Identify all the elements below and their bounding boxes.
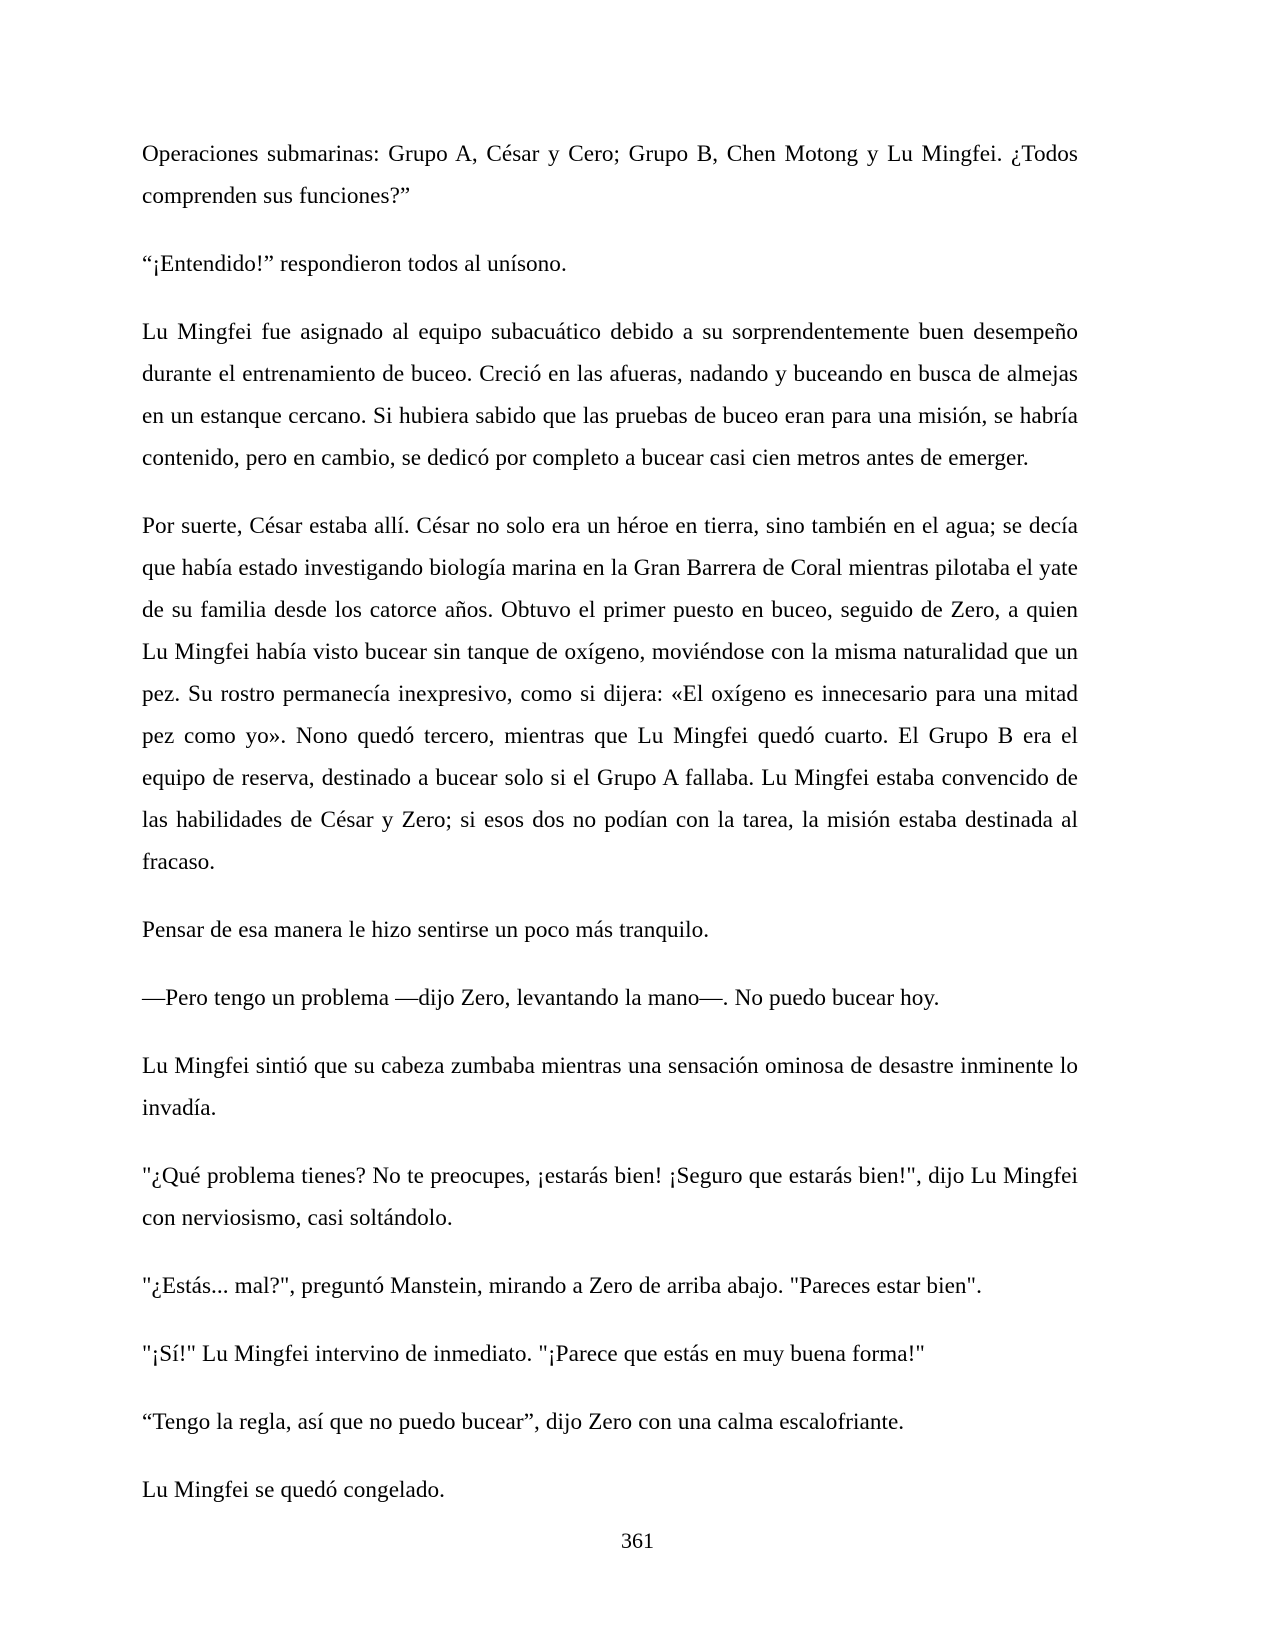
paragraph: "¡Sí!" Lu Mingfei intervino de inmediato. "¡Parece que estás en muy buena forma!" <box>142 1341 925 1367</box>
paragraph: Lu Mingfei sintió que su cabeza zumbaba mientras una sensación ominosa de desastre inminente lo invadía. <box>142 1053 1078 1121</box>
paragraph: Lu Mingfei fue asignado al equipo subacuático debido a su sorprendentemente buen desempeño durante el entrenamiento de buceo. Creció en las afueras, nadando y buceando en busca de almejas en un estanque cercano. Si hubiera sabido que las pruebas de buceo eran para una misión, se habría contenido, pero en cambio, se dedicó por completo a bucear casi cien metros antes de emerger. <box>142 319 1078 471</box>
paragraph: Pensar de esa manera le hizo sentirse un poco más tranquilo. <box>142 917 710 943</box>
paragraph: —Pero tengo un problema —dijo Zero, levantando la mano—. No puedo bucear hoy. <box>142 985 940 1011</box>
paragraph: “¡Entendido!” respondieron todos al unísono. <box>142 251 567 277</box>
paragraph: "¿Estás... mal?", preguntó Manstein, mirando a Zero de arriba abajo. "Pareces estar bien". <box>142 1273 982 1299</box>
body-text-column <box>142 133 1078 1511</box>
paragraph: “Tengo la regla, así que no puedo bucear”, dijo Zero con una calma escalofriante. <box>142 1409 905 1435</box>
paragraph: Lu Mingfei se quedó congelado. <box>142 1477 446 1503</box>
paragraph: Operaciones submarinas: Grupo A, César y Cero; Grupo B, Chen Motong y Lu Mingfei. ¿Todos comprenden sus funciones?” <box>142 141 1078 209</box>
paragraph: "¿Qué problema tienes? No te preocupes, ¡estarás bien! ¡Seguro que estarás bien!", dijo Lu Mingfei con nerviosismo, casi soltándolo. <box>142 1163 1078 1231</box>
paragraph: Por suerte, César estaba allí. César no solo era un héroe en tierra, sino también en el agua; se decía que había estado investigando biología marina en la Gran Barrera de Coral mientras pilotaba el yate de su familia desde los catorce años. Obtuvo el primer puesto en buceo, seguido de Zero, a quien Lu Mingfei había visto bucear sin tanque de oxígeno, moviéndose con la misma naturalidad que un pez. Su rostro permanecía inexpresivo, como si dijera: «El oxígeno es innecesario para una mitad pez como yo». Nono quedó tercero, mientras que Lu Mingfei quedó cuarto. El Grupo B era el equipo de reserva, destinado a bucear solo si el Grupo A fallaba. Lu Mingfei estaba convencido de las habilidades de César y Zero; si esos dos no podían con la tarea, la misión estaba destinada al fracaso. <box>142 513 1078 875</box>
page-number: 361 <box>621 1528 654 1553</box>
